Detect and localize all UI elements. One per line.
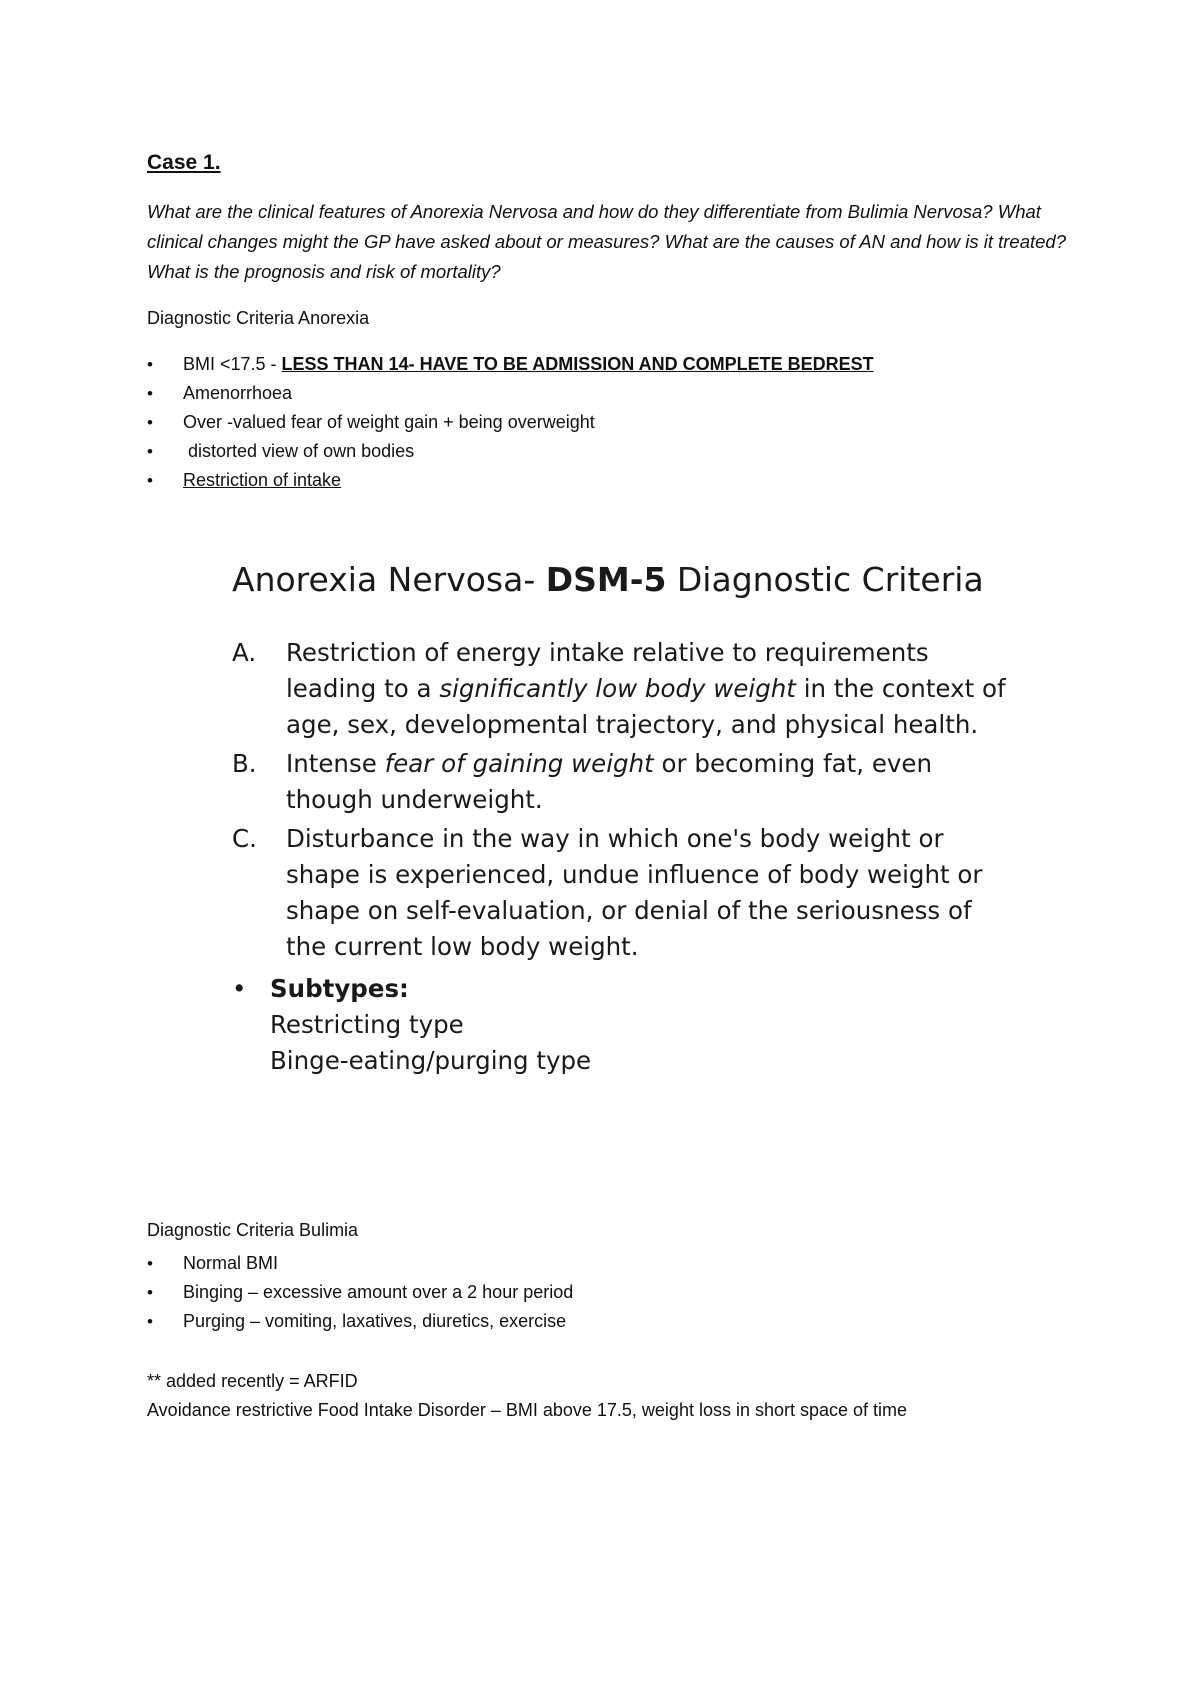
case-question: What are the clinical features of Anorexia Nervosa and how do they differentiate from Bulimia Nervosa? What clinical changes might the GP have asked about or measures? What are the causes of AN and how is it treated? What is the prognosis and risk of mortality?: [147, 201, 1066, 282]
bullet: •: [147, 1254, 153, 1273]
criterion-a: [232, 635, 1052, 743]
bullet: •: [147, 471, 153, 490]
list-item: [147, 350, 1097, 379]
subtypes-heading: Subtypes:: [270, 974, 409, 1003]
criterion-c: [232, 821, 1052, 965]
bulimia-criteria-list: [147, 1249, 1097, 1336]
criterion-letter: B.: [232, 749, 257, 778]
bmi-criterion: BMI <17.5 -: [183, 354, 282, 374]
anorexia-criteria-list: [147, 350, 1097, 495]
distorted-view-criterion: distorted view of own bodies: [183, 441, 415, 461]
subtypes-content: [270, 971, 591, 1079]
amenorrhoea-criterion: Amenorrhoea: [183, 383, 293, 403]
criterion-letter: C.: [232, 824, 257, 853]
bullet: •: [147, 413, 153, 432]
subtypes-block: [232, 971, 1052, 1079]
slide-title: [232, 560, 1052, 599]
slide-title-emphasis: DSM-5: [545, 560, 667, 599]
bullet: •: [147, 1312, 153, 1331]
list-item: [147, 437, 1097, 466]
list-item: [147, 466, 1097, 495]
criterion-b: [232, 746, 1052, 818]
slide-title-suffix: Diagnostic Criteria: [666, 560, 984, 599]
dsm5-slide: [232, 560, 1052, 1079]
arfid-definition: Avoidance restrictive Food Intake Disorder – BMI above 17.5, weight loss in short space of time: [147, 1400, 908, 1420]
criterion-b-pre: Intense: [286, 749, 385, 778]
criterion-letter: A.: [232, 638, 257, 667]
list-item: [147, 408, 1097, 437]
arfid-note: ** added recently = ARFID: [147, 1371, 358, 1391]
list-item: [147, 379, 1097, 408]
criterion-text: [286, 746, 1016, 818]
bullet: •: [147, 442, 153, 461]
subtype-item: Restricting type: [270, 1010, 464, 1039]
purging-criterion: Purging – vomiting, laxatives, diuretics, exercise: [183, 1311, 567, 1331]
criterion-text: Disturbance in the way in which one's body weight or shape is experienced, undue influence of body weight or shape on self-evaluation, or denial of the seriousness of the current low body weight.: [286, 824, 983, 961]
bullet: •: [147, 384, 153, 403]
criterion-b-emphasis: fear of gaining weight: [384, 749, 654, 778]
bulimia-criteria-label: Diagnostic Criteria Bulimia: [147, 1220, 359, 1240]
criterion-b-post: or becoming fat, even though underweight.: [286, 749, 933, 814]
restriction-criterion: Restriction of intake: [183, 470, 342, 490]
bmi-admission-note: LESS THAN 14- HAVE TO BE ADMISSION AND COMPLETE BEDREST: [281, 354, 874, 374]
subtype-item: Binge-eating/purging type: [270, 1046, 592, 1075]
bullet: •: [147, 355, 153, 374]
case-title: Case 1.: [147, 151, 221, 174]
binging-criterion: Binging – excessive amount over a 2 hour period: [183, 1282, 574, 1302]
slide-title-prefix: Anorexia Nervosa-: [232, 560, 546, 599]
list-item: [147, 1249, 1097, 1278]
criterion-a-pre: Restriction of energy intake relative to requirements leading to a: [286, 638, 929, 703]
bullet: •: [232, 974, 247, 1003]
criterion-text: [286, 635, 1016, 743]
normal-bmi-criterion: Normal BMI: [183, 1253, 279, 1273]
fear-criterion: Over -valued fear of weight gain + being overweight: [183, 412, 595, 432]
list-item: [147, 1278, 1097, 1307]
criterion-a-emphasis: significantly low body weight: [439, 674, 796, 703]
list-item: [147, 1307, 1097, 1336]
bullet: •: [147, 1283, 153, 1302]
criterion-a-post: in the context of age, sex, developmental trajectory, and physical health.: [286, 674, 1006, 739]
anorexia-criteria-label: Diagnostic Criteria Anorexia: [147, 308, 370, 328]
